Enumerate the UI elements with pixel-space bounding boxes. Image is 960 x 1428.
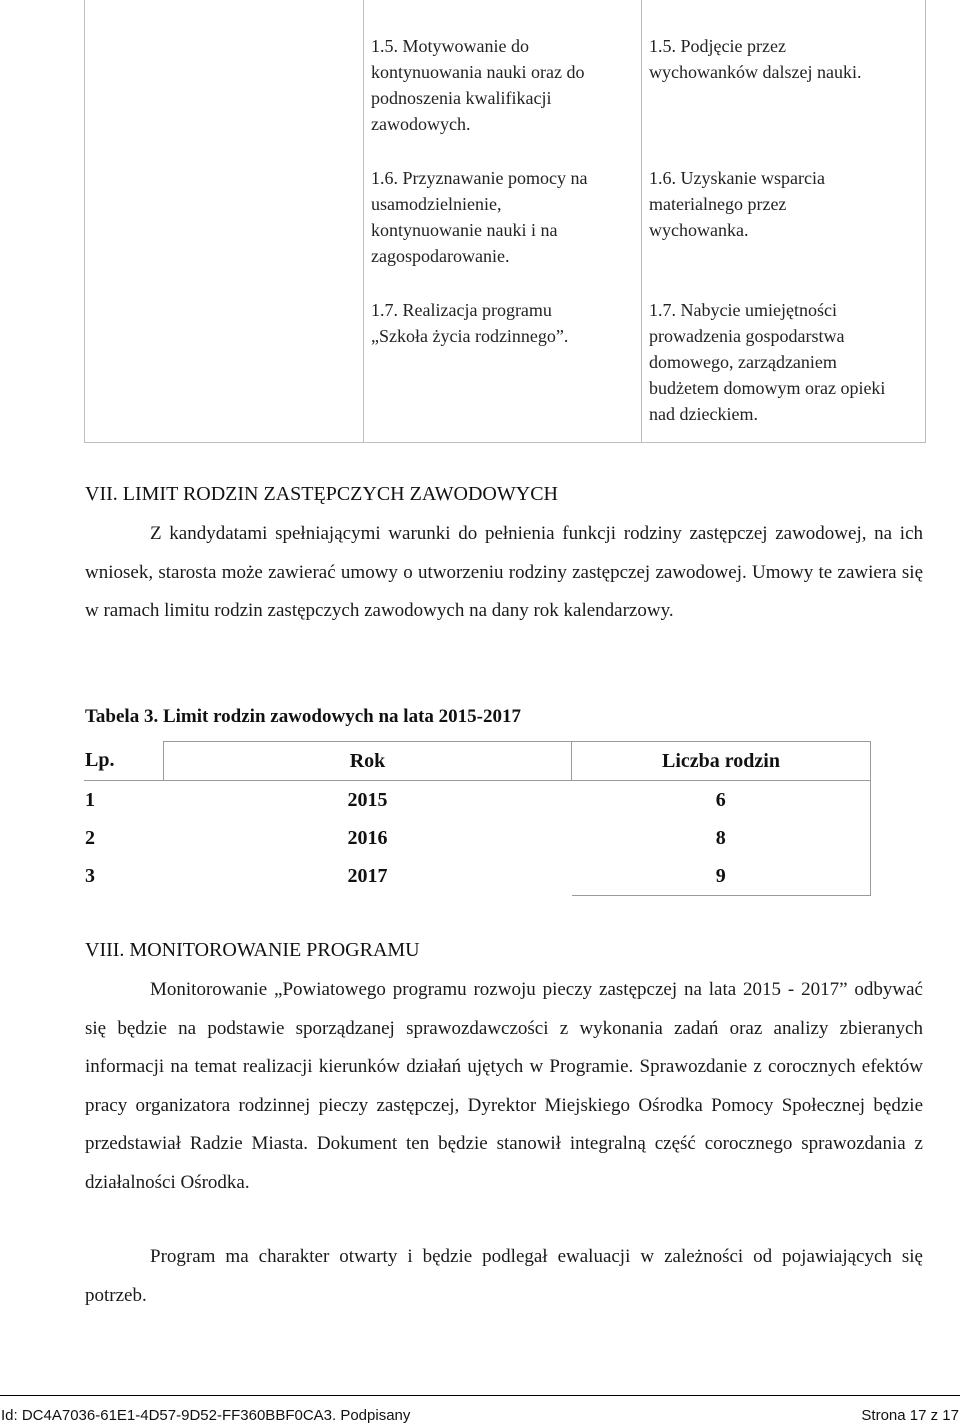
cell-liczba-rodzin: 9	[572, 857, 871, 896]
header-rok: Rok	[164, 742, 572, 781]
table-header-row	[84, 742, 871, 781]
section-7-heading: VII. LIMIT RODZIN ZASTĘPCZYCH ZAWODOWYCH	[85, 483, 558, 505]
table-column-divider	[641, 0, 642, 442]
goal-item: 1.7. Realizacja programu „Szkoła życia rodzinnego”.	[371, 300, 569, 346]
table-row	[84, 857, 871, 896]
cell-rok: 2016	[347, 826, 388, 849]
cell-liczba-rodzin: 8	[572, 819, 871, 857]
table-column-divider	[363, 0, 364, 442]
table-row	[84, 781, 871, 820]
goal-item: 1.5. Motywowanie do kontynuowania nauki oraz do podnoszenia kwalifikacji zawodowych.	[371, 36, 585, 134]
table-3-caption: Tabela 3. Limit rodzin zawodowych na lata 2015-2017	[85, 706, 521, 727]
cell-lp: 2	[85, 826, 95, 849]
result-item: 1.7. Nabycie umiejętności prowadzenia gospodarstwa domowego, zarządzaniem budżetem domowym oraz opieki nad dzieckiem.	[649, 300, 886, 424]
section-7-paragraph: Z kandydatami spełniającymi warunki do pełnienia funkcji rodziny zastępczej zawodowej, na ich wniosek, starosta może zawierać umowy o utworzeniu rodziny zastępczej zawodowej. Umowy te zawiera się w ramach limitu rodzin zastępczych zawodowych na dany rok kalendarzowy.	[85, 523, 923, 622]
top-table	[84, 0, 926, 443]
header-lp: Lp.	[84, 742, 164, 781]
cell-rok: 2017	[347, 864, 388, 887]
table-cell-goals	[371, 33, 637, 377]
table-row	[84, 819, 871, 857]
cell-lp: 3	[85, 864, 95, 887]
limit-table	[84, 741, 871, 896]
page-number: Strona 17 z 17	[861, 1407, 959, 1424]
document-id: Id: DC4A7036-61E1-4D57-9D52-FF360BBF0CA3. Podpisany	[1, 1407, 411, 1424]
goal-item: 1.6. Przyznawanie pomocy na usamodzielnienie, kontynuowanie nauki i na zagospodarowanie.	[371, 168, 588, 266]
cell-liczba-rodzin: 6	[572, 781, 871, 820]
section-8-paragraph-2: Program ma charakter otwarty i będzie podlegał ewaluacji w zależności od pojawiających się potrzeb.	[85, 1246, 923, 1306]
cell-lp: 1	[85, 788, 95, 811]
header-liczba-rodzin: Liczba rodzin	[572, 742, 871, 781]
footer-divider	[0, 1395, 960, 1396]
cell-rok: 2015	[347, 788, 388, 811]
table-cell-results	[649, 33, 921, 455]
section-8-heading: VIII. MONITOROWANIE PROGRAMU	[85, 939, 420, 961]
result-item: 1.5. Podjęcie przez wychowanków dalszej nauki.	[649, 36, 862, 82]
result-item: 1.6. Uzyskanie wsparcia materialnego przez wychowanka.	[649, 168, 825, 240]
section-8-paragraph-1: Monitorowanie „Powiatowego programu rozwoju pieczy zastępczej na lata 2015 - 2017” odbywać się będzie na podstawie sporządzanej sprawozdawczości z wykonania zadań oraz analizy zbieranych informacji na temat realizacji kierunków działań ujętych w Programie. Sprawozdanie z corocznych efektów pracy organizatora rodzinnej pieczy zastępczej, Dyrektor Miejskiego Ośrodka Pomocy Społecznej będzie przedstawiał Radzie Miasta. Dokument ten będzie stanowił integralną część corocznego sprawozdania z działalności Ośrodka.	[85, 979, 923, 1193]
